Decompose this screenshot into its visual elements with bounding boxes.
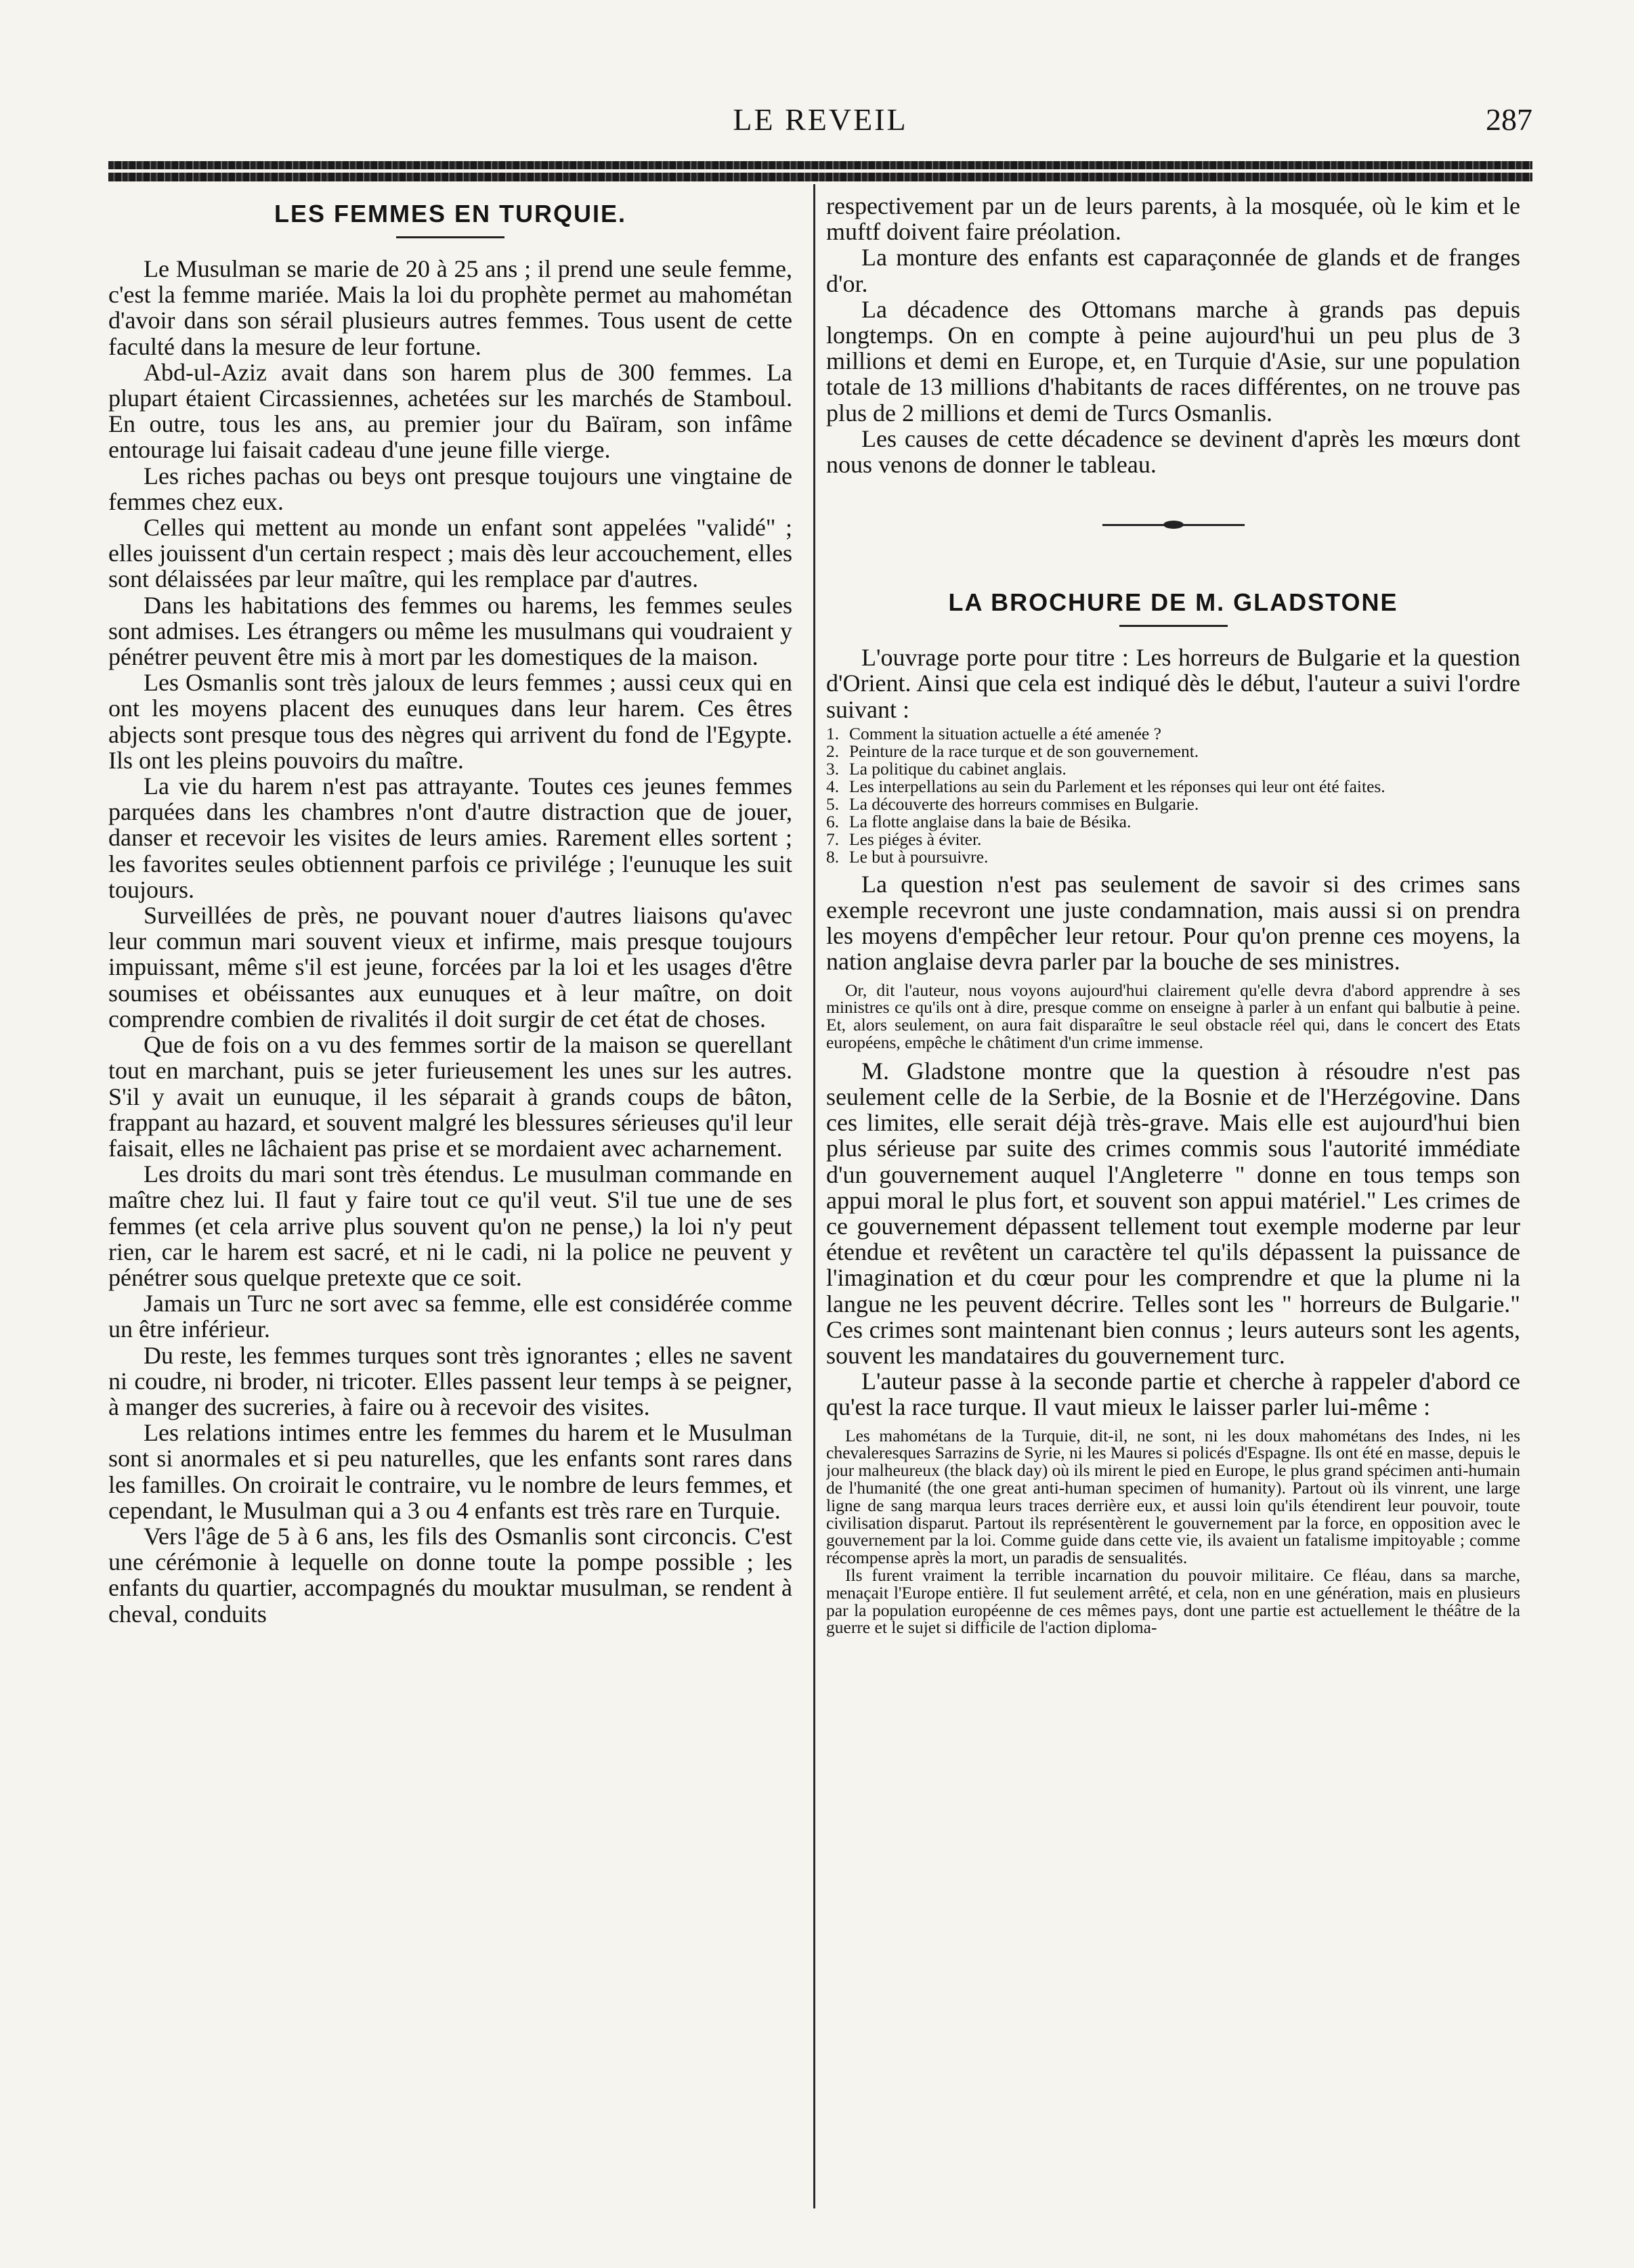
article-heading-gladstone: LA BROCHURE DE M. GLADSTONE [948, 588, 1398, 617]
paragraph: M. Gladstone montre que la question à résoudre n'est pas seulement celle de la Serbie, de la Bosnie et de l'Herzégovine. Dans ces limites, elle serait déjà très-grave. Mais elle est aujourd'hui bien plus sérieuse par suite des crimes commis sous l'autorité immédiate d'un gouvernement auquel l'Angleterre " donne en tous temps son appui moral le plus fort, et souvent son appui matériel." Les crimes de ce gouvernement dépassent tellement tout exemple moderne par leur étendue et revêtent un caractère tel qu'ils dépassent la puissance de l'imagination et du cœur pour les comprendre et que la plume ni la langue ne les peuvent décrire. Telles sont les " horreurs de Bulgarie." Ces crimes sont maintenant bien connus ; leurs auteurs sont les agents, souvent les mandataires du gouvernement turc. [826, 1057, 1520, 1370]
contents-item: 5. La découverte des horreurs commises en Bulgarie. [826, 793, 1199, 814]
paragraph: Vers l'âge de 5 à 6 ans, les fils des Osmanlis sont circoncis. C'est une cérémonie à lequelle on donne toute la pompe possible ; les enfants du quartier, accompagnés du mouktar musulman, se rendent à cheval, conduits [108, 1522, 792, 1628]
quoted-passage: Ils furent vraiment la terrible incarnation du pouvoir militaire. Ce fléau, dans sa marche, menaçait l'Europe entière. Il fut seulement arrêté, et cela, non en une génération, mais en plusieurs par la population européenne de ces mêmes pays, dont une partie est actuellement le théâtre de la guerre et le sujet si difficile de l'action diploma- [826, 1565, 1520, 1638]
paragraph: Jamais un Turc ne sort avec sa femme, elle est considérée comme un être inférieur. [108, 1290, 792, 1343]
section-ornament [1102, 521, 1245, 529]
quoted-passage: Les mahométans de la Turquie, dit-il, ne sont, ni les doux mahométans des Indes, ni les chevaleresques Sarrazins de Syrie, ni les Maures si policés d'Espagne. Ils ont été en masse, depuis le jour malheureux (the black day) où ils mirent le pied en Europe, le plus grand spécimen anti-humain de l'humanité (the one great anti-human specimen of humanity). Partout où ils vinrent, une large ligne de sang marqua leurs traces derrière eux, et aussi loin qu'ils étendirent leur pouvoir, toute civilisation disparut. Partout ils représentèrent le gouvernement par la force, en opposition avec le gouvernement par la loi. Comme guide dans cette vie, ils avaient un fatalisme impitoyable ; comme récompense après la mort, un paradis de sensualités. [826, 1425, 1520, 1568]
journal-title: LE REVEIL [733, 102, 908, 137]
contents-item: 8. Le but à poursuivre. [826, 846, 989, 867]
column-separator [813, 184, 815, 2208]
contents-item: 4. Les interpellations au sein du Parlement et les réponses qui leur ont été faites. [826, 776, 1385, 796]
paragraph: La vie du harem n'est pas attrayante. Toutes ces jeunes femmes parquées dans les chambres n'ont d'autre distraction que de jouer, danser et recevoir les visites de leurs amies. Rarement elles sortent ; les favorites seules obtiennent parfois ce privilége ; l'eunuque les suit toujours. [108, 772, 792, 903]
page-header [108, 102, 1532, 149]
paragraph: La décadence des Ottomans marche à grands pas depuis longtemps. On en compte à peine aujourd'hui un peu plus de 3 millions et demi en Europe, et, en Turquie d'Asie, sur une population totale de 13 millions d'habitants de races différentes, on ne trouve pas plus de 2 millions et demi de Turcs Osmanlis. [826, 295, 1520, 427]
paragraph: Les droits du mari sont très étendus. Le musulman commande en maître chez lui. Il faut y faire tout ce qu'il veut. S'il tue une de ses femmes (et cela arrive plus souvent qu'on ne pense,) la loi n'y peut rien, car le harem est sacré, et ni le cadi, ni la police ne peuvent y pénétrer sous quelque pretexte que ce soit. [108, 1160, 792, 1291]
paragraph: Que de fois on a vu des femmes sortir de la maison se querellant tout en marchant, puis se jeter furieusement les unes sur les autres. S'il y avait un eunuque, il les séparait à grands coups de bâton, frappant au hazard, et souvent malgré les blessures sérieuses qu'il leur faisait, elles ne lâchaient pas prise et se mordaient avec acharnement. [108, 1031, 792, 1162]
page-number: 287 [1486, 102, 1532, 137]
paragraph: Les riches pachas ou beys ont presque toujours une vingtaine de femmes chez eux. [108, 462, 792, 515]
paragraph: Surveillées de près, ne pouvant nouer d'autres liaisons qu'avec leur commun mari souvent vieux et infirme, mais presque toujours impuissant, même s'il est jeune, forcées par la loi et les usages d'être soumises et obéissantes aux eunuques et à leur maître, on doit comprendre combien de rivalités il doit surgir de cet état de choses. [108, 902, 792, 1032]
contents-item: 3. La politique du cabinet anglais. [826, 758, 1067, 779]
paragraph: Du reste, les femmes turques sont très ignorantes ; elles ne savent ni coudre, ni broder, ni tricoter. Elles passent leur temps à se peigner, à manger des sucreries, à faire ou à recevoir des visites. [108, 1341, 792, 1420]
quoted-passage: Or, dit l'auteur, nous voyons aujourd'hui clairement qu'elle devra d'abord apprendre à ses ministres ce qu'ils ont à dire, presque comme on enseigne à parler à un enfant qui balbutie à peine. Et, alors seulement, on aura fait disparaître le seul obstacle réel qui, dans le concert des Etats européens, empêche le châtiment d'un crime immense. [826, 980, 1520, 1053]
intro-paragraph: L'ouvrage porte pour titre : Les horreurs de Bulgarie et la question d'Orient. Ainsi que cela est indiqué dès le début, l'auteur a suivi l'ordre suivant : [826, 644, 1520, 723]
paragraph: L'auteur passe à la seconde partie et cherche à rappeler d'abord ce qu'est la race turque. Il vaut mieux le laisser parler lui-même : [826, 1368, 1520, 1421]
paragraph: Celles qui mettent au monde un enfant sont appelées "validé" ; elles jouissent d'un certain respect ; mais dès leur accouchement, elles sont délaissées par leur maître, qui les remplace par d'autres. [108, 514, 792, 593]
contents-item: 2. Peinture de la race turque et de son gouvernement. [826, 741, 1199, 761]
article-heading-femmes: LES FEMMES EN TURQUIE. [274, 200, 627, 227]
paragraph: La monture des enfants est caparaçonnée de glands et de franges d'or. [826, 244, 1520, 297]
heading-rule [396, 236, 504, 238]
paragraph: Le Musulman se marie de 20 à 25 ans ; il prend une seule femme, c'est la femme mariée. Mais la loi du prophète permet au mahométan d'avoir dans son sérail plusieurs autres femmes. Tous usent de cette faculté dans la mesure de leur fortune. [108, 255, 792, 360]
header-rule [108, 161, 1532, 181]
contents-item: 1. Comment la situation actuelle a été amenée ? [826, 723, 1161, 743]
contents-list [826, 725, 1520, 866]
left-column [108, 193, 792, 2214]
paragraph: Les causes de cette décadence se devinent d'après les mœurs dont nous venons de donner le tableau. [826, 424, 1520, 479]
paragraph: Les relations intimes entre les femmes du harem et le Musulman sont si anormales et si peu naturelles, que les enfants sont rares dans les familles. On croirait le contraire, vu le nombre de leurs femmes, et cependant, le Musulman qui a 3 ou 4 enfants est très rare en Turquie. [108, 1419, 792, 1524]
paragraph: Les Osmanlis sont très jaloux de leurs femmes ; aussi ceux qui en ont les moyens placent des eunuques dans leur harem. Ces êtres abjects sont presque tous des nègres qui arrivent du fond de l'Egypte. Ils ont les pleins pouvoirs du maître. [108, 669, 792, 774]
paragraph-continued: respectivement par un de leurs parents, à la mosquée, où le kim et le muftf doivent faire préolation. [826, 193, 1520, 246]
paragraph: Abd-ul-Aziz avait dans son harem plus de 300 femmes. La plupart étaient Circassiennes, achetées sur les marchés de Stamboul. En outre, tous les ans, au premier jour du Baïram, son infâme entourage lui faisait cadeau d'une jeune fille vierge. [108, 358, 792, 464]
heading-rule [1119, 625, 1228, 627]
paragraph: La question n'est pas seulement de savoir si des crimes sans exemple recevront une juste condamnation, mais aussi si on prendra les moyens d'empêcher leur retour. Pour qu'on prenne ces moyens, la nation anglaise devra parler par la bouche de ses ministres. [826, 870, 1520, 976]
paragraph: Dans les habitations des femmes ou harems, les femmes seules sont admises. Les étrangers ou même les musulmans qui voudraient y pénétrer peuvent être mis à mort par les domestiques de la maison. [108, 591, 792, 671]
right-column [826, 193, 1520, 2214]
contents-item: 7. Les piéges à éviter. [826, 829, 982, 849]
contents-item: 6. La flotte anglaise dans la baie de Bésika. [826, 811, 1132, 831]
